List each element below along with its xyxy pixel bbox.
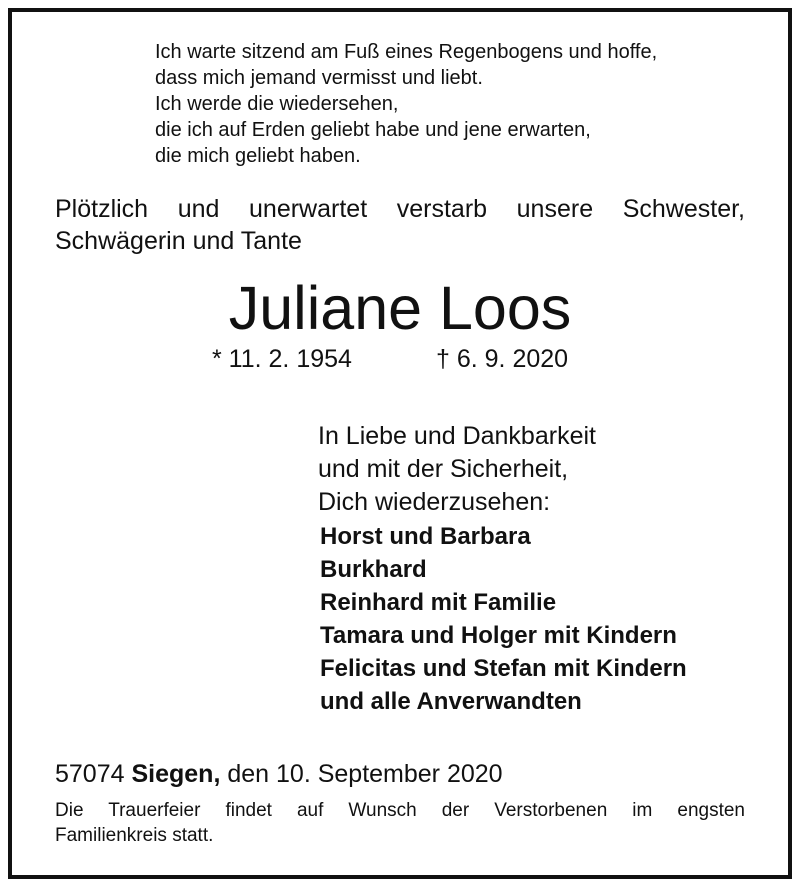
poem-line: Ich werde die wiedersehen, xyxy=(155,93,399,115)
intro-line: Schwägerin und Tante xyxy=(55,227,302,255)
deceased-name: Juliane Loos xyxy=(228,274,572,342)
thanks-text xyxy=(318,420,596,519)
mourner-entry: Reinhard mit Familie xyxy=(320,589,557,616)
funeral-note xyxy=(55,798,745,848)
intro-text xyxy=(55,193,745,257)
poem-line: dass mich jemand vermisst und liebt. xyxy=(155,67,483,89)
mourner-entry: Burkhard xyxy=(320,556,427,583)
mourner-entry: Felicitas und Stefan mit Kindern xyxy=(320,655,687,682)
thanks-line: Dich wiederzusehen: xyxy=(318,488,551,516)
thanks-line: In Liebe und Dankbarkeit xyxy=(318,422,596,450)
city: Siegen, xyxy=(131,760,221,788)
birth-date: * 11. 2. 1954 xyxy=(212,345,352,373)
note-line: Die Trauerfeier findet auf Wunsch der Verstorbenen im engsten xyxy=(55,800,745,821)
mourner-entry: Tamara und Holger mit Kindern xyxy=(320,622,677,649)
intro-line: Plötzlich und unerwartet verstarb unsere Schwester, xyxy=(55,195,745,223)
mourner-entry: und alle Anverwandten xyxy=(320,688,582,715)
note-line: Familienkreis statt. xyxy=(55,825,214,846)
thanks-line: und mit der Sicherheit, xyxy=(318,455,569,483)
poem-line: die ich auf Erden geliebt habe und jene erwarten, xyxy=(155,119,591,141)
date: den 10. September 2020 xyxy=(227,760,503,788)
poem-line: die mich geliebt haben. xyxy=(155,145,361,167)
death-date: † 6. 9. 2020 xyxy=(436,345,569,373)
poem-line: Ich warte sitzend am Fuß eines Regenbogens und hoffe, xyxy=(155,41,658,63)
postcode: 57074 xyxy=(55,760,125,788)
poem xyxy=(155,39,657,169)
place-date xyxy=(55,758,503,790)
mourners-list xyxy=(320,520,687,718)
mourner-entry: Horst und Barbara xyxy=(320,523,531,550)
